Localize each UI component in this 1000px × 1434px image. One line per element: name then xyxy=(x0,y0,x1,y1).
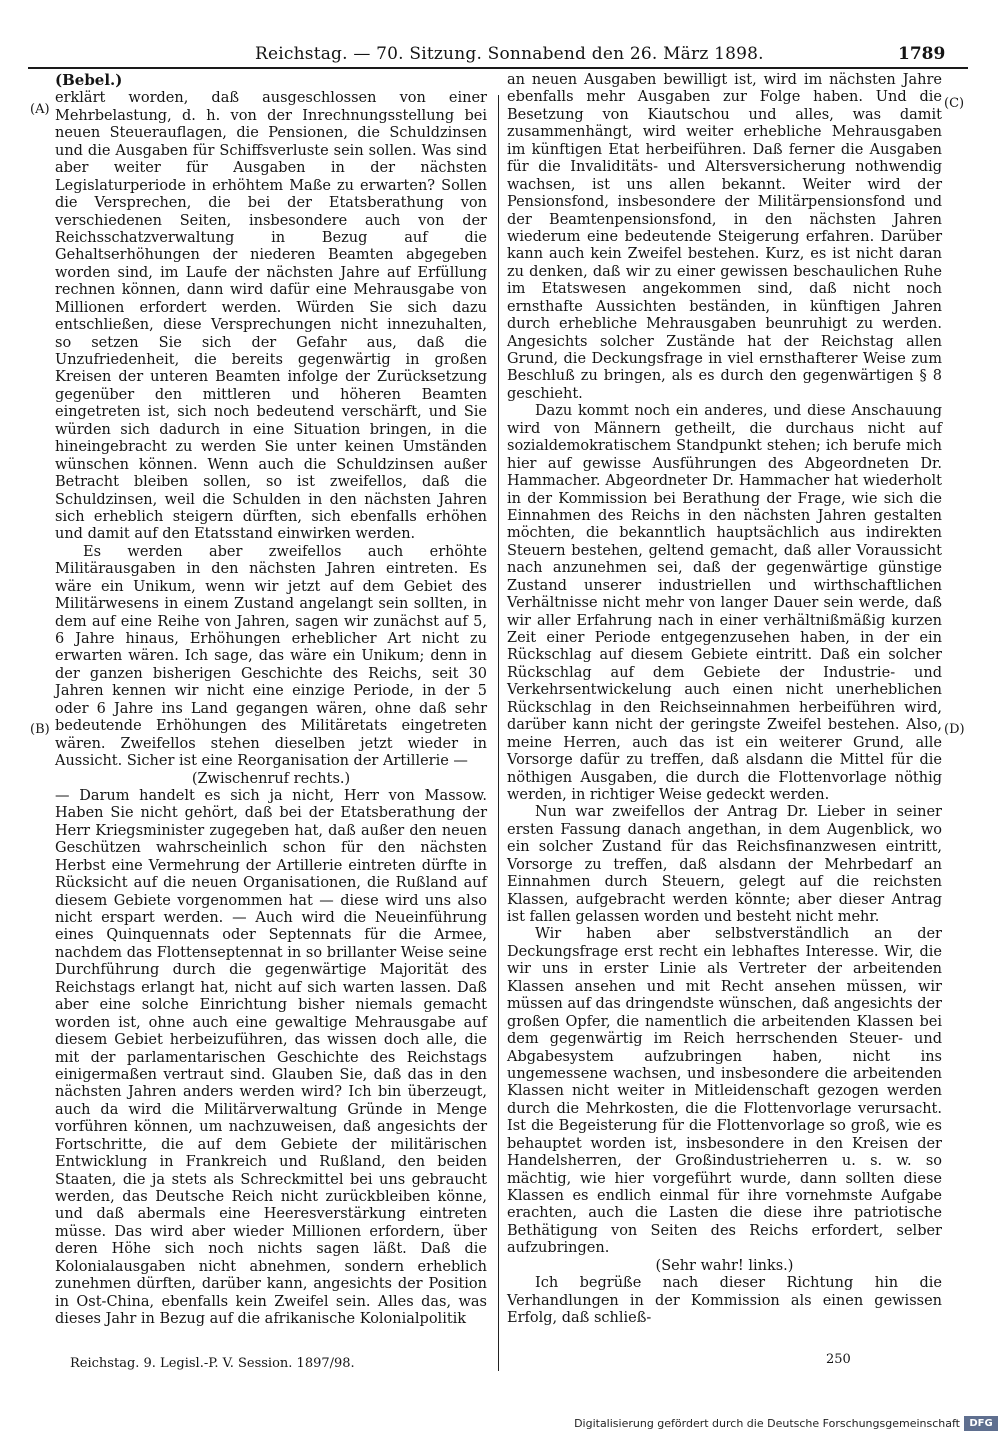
footer-session-info: Reichstag. 9. Legisl.-P. V. Session. 1897/98. xyxy=(70,1356,355,1371)
margin-marker-a: (A) xyxy=(30,102,50,117)
digitization-credit xyxy=(574,1416,1000,1434)
page-number: 1789 xyxy=(898,44,946,64)
paragraph: erklärt worden, daß ausgeschlossen von einer Mehrbelastung, d. h. von der Inrechnungsstellung bei neuen Steuerauflagen, die Pensionen, die Schuldzinsen und die Ausgaben für Schiffsverluste sein sollen. Was sind aber weiter für Ausgaben in der nächsten Legislaturperiode in erhöhtem Maße zu erwarten? Sollen die Versprechen, die bei der Etatsberathung von verschiedenen Seiten, insbesondere auch von der Reichsschatzverwaltung in Bezug auf die Gehaltserhöhungen der niederen Beamten abgegeben worden sind, im Laufe der nächsten Jahre auf Erfüllung rechnen können, dann wird dafür eine Mehrausgabe von Millionen erfordert werden. Würden Sie sich dazu entschließen, diese Versprechungen nicht innezuhalten, so setzen Sie sich der Gefahr aus, daß die Unzufriedenheit, die bereits gegenwärtig in großen Kreisen der unteren Beamten infolge der Zurücksetzung gegenüber den mittleren und höheren Beamten eingetreten ist, sich noch bedeutend verschärft, und Sie würden sich dadurch in eine Situation bringen, in die hineingebracht zu werden Sie unter keinen Umständen wünschen können. Wenn auch die Schuldzinsen außer Betracht bleiben sollen, so ist zweifellos, daß die Schuldzinsen, weil die Schulden in den nächsten Jahren sich erheblich steigern dürften, sich ebenfalls erhöhen und damit auf den Etatsstand einwirken werden. xyxy=(55,90,487,543)
left-column xyxy=(55,72,487,1329)
paragraph: Ich begrüße nach dieser Richtung hin die Verhandlungen in der Kommission als einen gewissen Erfolg, daß schließ- xyxy=(507,1275,942,1327)
paragraph: — Darum handelt es sich ja nicht, Herr von Massow. Haben Sie nicht gehört, daß bei der Etatsberathung der Herr Kriegsminister zugegeben hat, daß außer den neuen Geschützen wahrscheinlich schon für den nächsten Herbst eine Vermehrung der Artillerie eintreten dürfte in Rücksicht auf die neuen Organisationen, die Rußland auf diesem Gebiete vorgenommen hat — diese wird uns also nicht erspart werden. — Auch wird die Neueinführung eines Quinquennats oder Septennats für die Armee, nachdem das Flottenseptennat in so brillanter Weise seine Durchführung durch die gegenwärtige Majorität des Reichstags erlangt hat, nicht auf sich warten lassen. Daß aber eine solche Einrichtung bisher niemals gemacht worden ist, ohne auch eine gewaltige Mehrausgabe auf diesem Gebiet herbeizuführen, das wissen doch alle, die mit der parlamentarischen Geschichte des Reichstags einigermaßen vertraut sind. Glauben Sie, daß das in den nächsten Jahren anders werden wird? Ich bin überzeugt, auch da wird die Militärverwaltung Gründe in Menge vorführen können, um nachzuweisen, daß angesichts der Fortschritte, die auf dem Gebiete der militärischen Entwicklung in Frankreich und Rußland, den beiden Staaten, die ja stets als Schreckmittel bei uns gebraucht werden, das Deutsche Reich nicht zurückbleiben könne, und daß abermals eine Heeresverstärkung eintreten müsse. Das wird aber wieder Millionen erfordern, über deren Höhe sich noch nichts sagen läßt. Daß die Kolonialausgaben nicht abnehmen, sondern erheblich zunehmen dürften, darüber kann, angesichts der Position in Ost-China, ebenfalls kein Zweifel sein. Alles das, was dieses Jahr in Bezug auf die afrikanische Kolonialpolitik xyxy=(55,787,487,1328)
paragraph: Nun war zweifellos der Antrag Dr. Lieber in seiner ersten Fassung danach angethan, in dem Augenblick, wo ein solcher Zustand für das Reichsfinanzwesen eintritt, Vorsorge zu treffen, daß alsdann der Mehrbedarf an Einnahmen durch Steuern, gelegt auf die reichsten Klassen, aufgebracht werden könnte; aber dieser Antrag ist fallen gelassen worden und besteht nicht mehr. xyxy=(507,804,942,925)
margin-marker-b: (B) xyxy=(30,722,50,737)
column-divider xyxy=(498,95,499,1371)
margin-marker-c: (C) xyxy=(944,96,965,111)
digitization-text: Digitalisierung gefördert durch die Deutsche Forschungsgemeinschaft xyxy=(574,1417,960,1430)
paragraph: an neuen Ausgaben bewilligt ist, wird im nächsten Jahre ebenfalls mehr Ausgaben zur Folge haben. Und die Besetzung von Kiautschou und alles, was damit zusammenhängt, wird weiter erhebliche Mehrausgaben im künftigen Etat herbeiführen. Daß ferner die Ausgaben für die Invaliditäts- und Altersversicherung nothwendig wachsen, ist uns allen bekannt. Weiter wird der Pensionsfond, insbesondere der Militärpensionsfond und der Beamtenpensionsfond, in den nächsten Jahren wiederum eine bedeutende Steigerung erfahren. Darüber kann auch kein Zweifel bestehen. Kurz, es ist nicht daran zu denken, daß wir zu einer gewissen beschaulichen Ruhe im Etatswesen angekommen sind, daß nicht noch ernsthafte Aussichten beständen, in künftigen Jahren durch erhebliche Mehrausgaben beunruhigt zu werden. Angesichts solcher Zustände hat der Reichstag allen Grund, die Deckungsfrage in viel ernsthafterer Weise zum Beschluß zu bringen, als es durch den gegenwärtigen § 8 geschieht. xyxy=(507,72,942,402)
paragraph: Wir haben aber selbstverständlich an der Deckungsfrage erst recht ein lebhaftes Interesse. Wir, die wir uns in erster Linie als Vertreter der arbeitenden Klassen ansehen und mit Recht ansehen müssen, wir müssen auf das dringendste wünschen, daß angesichts der großen Opfer, die namentlich die arbeitenden Klassen bei dem gegenwärtig im Reich herrschenden Steuer- und Abgabesystem aufzubringen haben, nicht ins ungemessene wachsen, und insbesondere die arbeitenden Klassen nicht weiter in Mitleidenschaft gezogen werden durch die Mehrkosten, die die Flottenvorlage verursacht. Ist die Begeisterung für die Flottenvorlage so groß, wie es behauptet worden ist, insbesondere in den Kreisen der Handelsherren, der Großindustrieherren u. s. w. so mächtig, wie hier vorgeführt wurde, dann sollten diese Klassen es endlich einmal für ihre vornehmste Aufgabe erachten, auch die Lasten die diese ihre patriotische Bethätigung von Seiten des Reichs erfordert, selber aufzubringen. xyxy=(507,926,942,1257)
header-rule xyxy=(28,67,968,69)
paragraph: Es werden aber zweifellos auch erhöhte Militärausgaben in den nächsten Jahren eintreten. Es wäre ein Unikum, wenn wir jetzt auf dem Gebiet des Militärwesens in einem Zustand angelangt sein sollten, in dem auf eine Reihe von Jahren, sagen wir zunächst auf 5, 6 Jahre hinaus, Erhöhungen erheblicher Art nicht zu erwarten wären. Ich sage, das wäre ein Unikum; denn in der ganzen bisherigen Geschichte des Reichs, seit 30 Jahren kennen wir nicht eine einzige Periode, in der 5 oder 6 Jahre ins Land gegangen wären, ohne daß sehr bedeutende Erhöhungen des Militäretats eingetreten wären. Zweifellos stehen dieselben jetzt wieder in Aussicht. Sicher ist eine Reorganisation der Artillerie — xyxy=(55,543,487,770)
right-column xyxy=(507,72,942,1328)
paragraph: Dazu kommt noch ein anderes, und diese Anschauung wird von Männern getheilt, die durchaus nicht auf sozialdemokratischem Standpunkt stehen; ich berufe mich hier auf gewisse Ausführungen des Abgeordneten Dr. Hammacher. Abgeordneter Dr. Hammacher hat wiederholt in der Kommission bei Berathung der Frage, wie sich die Einnahmen des Reichs in den nächsten Jahren gestalten möchten, die bekanntlich hauptsächlich aus indirekten Steuern bestehen, geltend gemacht, daß aller Voraussicht nach anzunehmen sei, daß der gegenwärtige günstige Zustand unserer industriellen und wirthschaftlichen Verhältnisse nicht mehr von langer Dauer sein werde, daß wir aller Erfahrung nach in einer verhältnißmäßig kurzen Zeit einer Periode entgegenzusehen haben, in der ein Rückschlag auf diesem Gebiete eintritt. Daß ein solcher Rückschlag auf dem Gebiete der Industrie- und Verkehrsentwickelung auch einen nicht unerheblichen Rückschlag in den Reichseinnahmen herbeiführen wird, darüber kann nicht der geringste Zweifel bestehen. Also, meine Herren, auch das ist ein weiterer Grund, alle Vorsorge dafür zu treffen, daß alsdann die Mittel für die nöthigen Ausgaben, die durch die Flottenvorlage nöthig werden, in richtiger Weise gedeckt werden. xyxy=(507,403,942,803)
margin-marker-d: (D) xyxy=(944,722,965,737)
dfg-logo-icon: DFG xyxy=(964,1416,998,1431)
interjection: (Sehr wahr! links.) xyxy=(655,1257,794,1274)
interjection: (Zwischenruf rechts.) xyxy=(191,770,351,787)
page-header xyxy=(0,44,1000,68)
sheet-number: 250 xyxy=(826,1352,851,1367)
speaker-name: (Bebel.) xyxy=(55,71,123,89)
header-title: Reichstag. — 70. Sitzung. Sonnabend den 26. März 1898. xyxy=(255,44,764,64)
